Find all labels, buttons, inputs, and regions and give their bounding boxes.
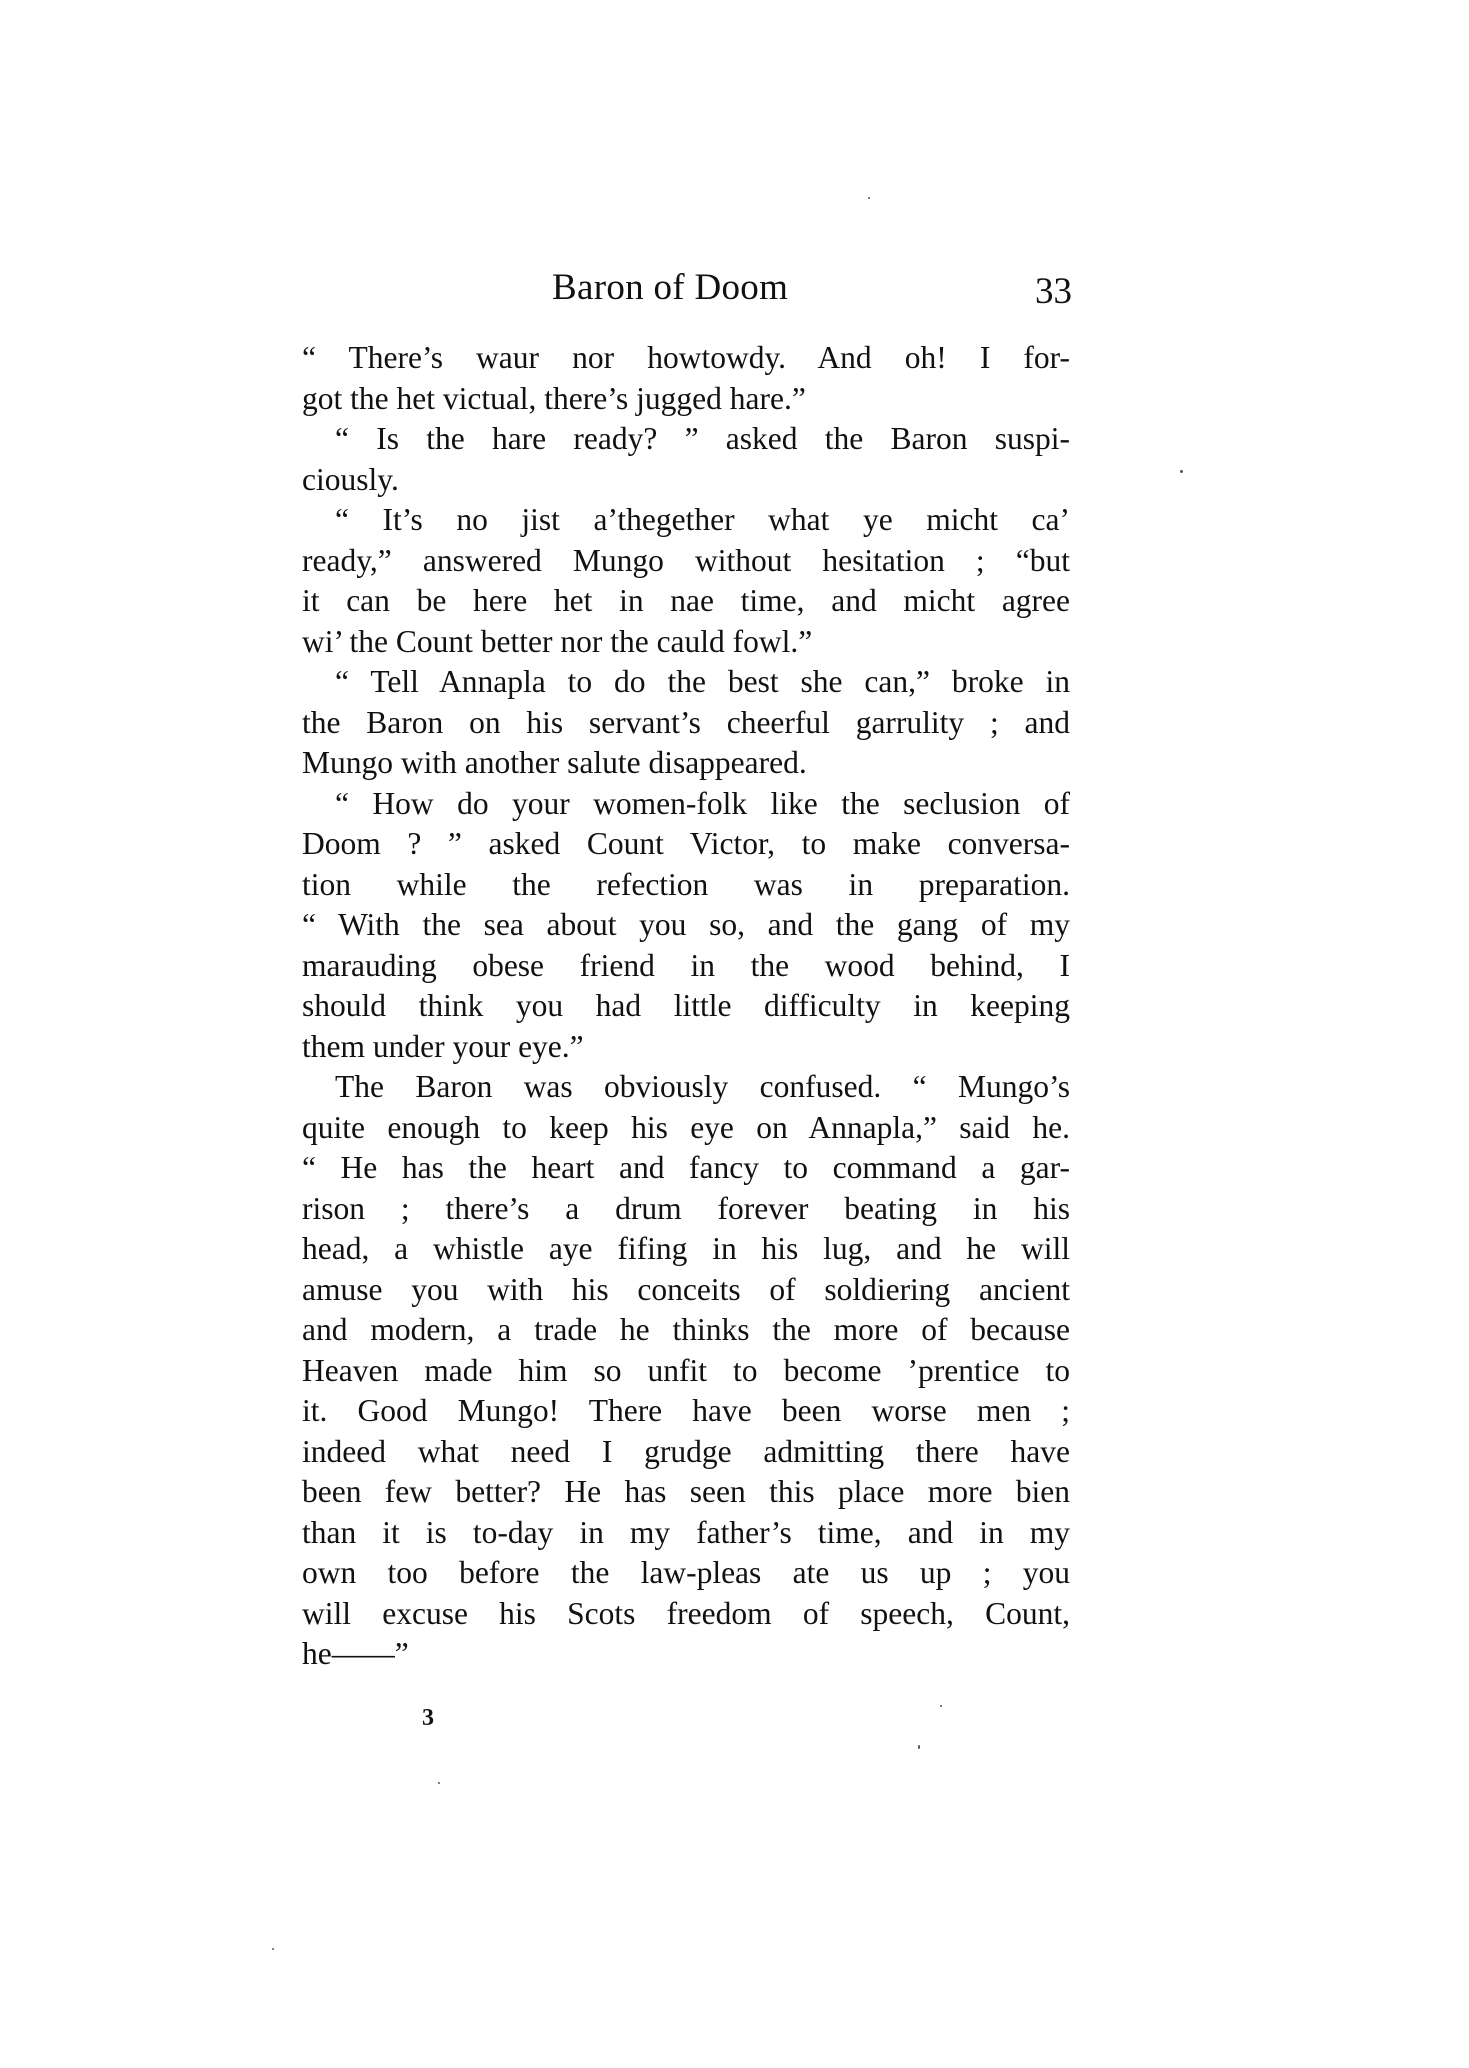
scan-speck xyxy=(1180,470,1183,473)
text-line: “ Is the hare ready? ” asked the Baron suspi- xyxy=(335,421,1070,456)
text-line: them under your eye.” xyxy=(302,1028,584,1064)
scan-speck xyxy=(272,1948,274,1950)
text-line: been few better? He has seen this place more bien xyxy=(302,1474,1070,1509)
scan-speck xyxy=(918,1745,920,1749)
text-line: and modern, a trade he thinks the more of because xyxy=(302,1312,1070,1347)
text-line: it. Good Mungo! There have been worse men ; xyxy=(302,1393,1070,1428)
scan-speck xyxy=(438,1782,440,1784)
text-line: Doom ? ” asked Count Victor, to make conversa- xyxy=(302,826,1070,861)
scan-speck xyxy=(940,1705,942,1707)
text-line: the Baron on his servant’s cheerful garrulity ; and xyxy=(302,704,1070,740)
text-line: Mungo with another salute disappeared. xyxy=(302,745,807,780)
signature-mark: 3 xyxy=(422,1705,434,1731)
text-line: than it is to-day in my father’s time, and in my xyxy=(302,1514,1070,1550)
text-line: “ How do your women-folk like the seclusion of xyxy=(335,785,1070,821)
text-line: it can be here het in nae time, and micht agree xyxy=(302,583,1070,618)
text-line: tion while the refection was in preparation. xyxy=(302,866,1070,902)
text-line: head, a whistle aye fifing in his lug, and he will xyxy=(302,1231,1070,1266)
page-header xyxy=(302,266,1072,326)
text-line: own too before the law-pleas ate us up ; you xyxy=(302,1555,1070,1590)
text-line: “ With the sea about you so, and the gang of my xyxy=(302,907,1070,942)
text-line: ready,” answered Mungo without hesitation ; “but xyxy=(302,542,1070,578)
page-number: 33 xyxy=(1035,271,1072,312)
text-line: “ It’s no jist a’thegether what ye micht ca’ xyxy=(335,502,1070,537)
text-line: rison ; there’s a drum forever beating in his xyxy=(302,1190,1070,1226)
text-line: The Baron was obviously confused. “ Mungo’s xyxy=(335,1069,1070,1104)
text-line: “ Tell Annapla to do the best she can,” broke in xyxy=(335,664,1070,699)
text-line: he——” xyxy=(302,1636,409,1671)
text-line: will excuse his Scots freedom of speech, Count, xyxy=(302,1595,1070,1631)
text-line: should think you had little difficulty in keeping xyxy=(302,988,1070,1023)
text-line: got the het victual, there’s jugged hare.” xyxy=(302,380,806,416)
text-line: indeed what need I grudge admitting there have xyxy=(302,1433,1070,1469)
body-text xyxy=(302,338,1070,1675)
text-line: ciously. xyxy=(302,461,399,497)
text-line: “ He has the heart and fancy to command a gar- xyxy=(302,1150,1070,1185)
text-line: wi’ the Count better nor the cauld fowl.” xyxy=(302,623,813,659)
running-title: Baron of Doom xyxy=(552,267,789,308)
text-line: amuse you with his conceits of soldiering ancient xyxy=(302,1271,1070,1307)
text-line: quite enough to keep his eye on Annapla,” said he. xyxy=(302,1109,1070,1145)
text-line: “ There’s waur nor howtowdy. And oh! I for- xyxy=(302,340,1070,375)
text-line: marauding obese friend in the wood behind, I xyxy=(302,947,1070,983)
text-line: Heaven made him so unfit to become ’prentice to xyxy=(302,1352,1070,1388)
scan-speck xyxy=(868,197,870,199)
